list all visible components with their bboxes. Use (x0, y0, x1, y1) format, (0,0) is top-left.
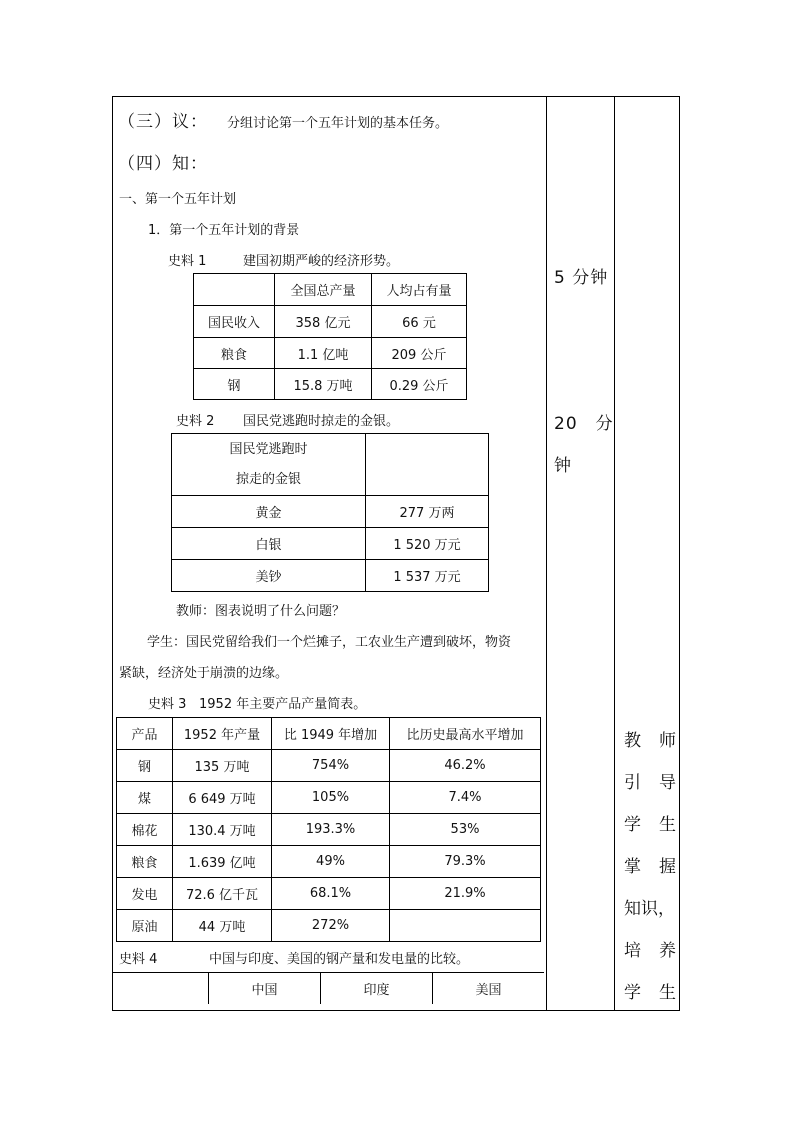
material2-header (172, 434, 366, 496)
table-cell: 209 公斤 (372, 338, 467, 369)
table-cell: 6 649 万吨 (173, 782, 272, 814)
table-cell: 1.639 亿吨 (173, 846, 272, 878)
table-cell: 国民收入 (194, 306, 275, 338)
material4-caption: 中国与印度、美国的钢产量和发电量的比较。 (209, 952, 470, 967)
heading-background: 1．第一个五年计划的背景 (148, 223, 300, 238)
section3-text: 分组讨论第一个五年计划的基本任务。 (227, 116, 449, 131)
table-cell: 53% (390, 814, 541, 846)
material2-label: 史料 2 (176, 414, 215, 429)
material2-header-empty (366, 434, 489, 496)
teacher-question: 教师：图表说明了什么问题？ (176, 604, 346, 619)
student-answer-line1: 学生：国民党留给我们一个烂摊子，工农业生产遭到破坏，物资 (147, 635, 512, 650)
teacher-line: 教 师 (624, 731, 676, 751)
table-cell: 棉花 (117, 814, 173, 846)
section4-heading: （四）知： (118, 154, 208, 174)
material4-table (112, 972, 544, 1004)
table-cell: 193.3% (272, 814, 390, 846)
table-cell: 粮食 (117, 846, 173, 878)
teacher-line: 培 养 (624, 941, 676, 961)
heading-first-five-year-plan: 一、第一个五年计划 (119, 192, 237, 207)
time-5-minutes: 5 分钟 (554, 268, 609, 288)
material3-header-vs1949: 比 1949 年增加 (272, 718, 390, 750)
material4-label: 史料 4 (119, 952, 158, 967)
table-cell: 发电 (117, 878, 173, 910)
material3-header-1952: 1952 年产量 (173, 718, 272, 750)
table-cell: 1 537 万元 (366, 560, 489, 592)
teacher-line: 引 导 (624, 773, 676, 793)
table-cell: 黄金 (172, 496, 366, 528)
table-cell: 46.2% (390, 750, 541, 782)
material1-header-empty (194, 274, 275, 306)
table-cell: 105% (272, 782, 390, 814)
table-cell: 美钞 (172, 560, 366, 592)
material2-table (171, 433, 489, 592)
teacher-guidance-column (624, 720, 676, 1014)
material1-header-percapita: 人均占有量 (372, 274, 467, 306)
material1-header-total: 全国总产量 (275, 274, 372, 306)
table-cell: 272% (272, 910, 390, 942)
material3-header-product: 产品 (117, 718, 173, 750)
teacher-line: 学 生 (624, 815, 676, 835)
table-cell: 15.8 万吨 (275, 369, 372, 400)
material4-header-empty (112, 973, 209, 1004)
material4-header-india: 印度 (321, 973, 433, 1004)
table-cell: 钢 (117, 750, 173, 782)
teacher-line: 学 生 (624, 983, 676, 1003)
table-cell: 72.6 亿千瓦 (173, 878, 272, 910)
teacher-line: 知识， (624, 899, 675, 919)
table-cell: 135 万吨 (173, 750, 272, 782)
table-cell: 钢 (194, 369, 275, 400)
table-cell: 0.29 公斤 (372, 369, 467, 400)
table-cell: 7.4% (390, 782, 541, 814)
table-cell: 煤 (117, 782, 173, 814)
column-divider-1 (546, 96, 547, 1011)
material3-header-vsrecord: 比历史最高水平增加 (390, 718, 541, 750)
table-cell (390, 910, 541, 942)
time-20-minutes-line2: 钟 (554, 456, 572, 476)
table-cell: 754% (272, 750, 390, 782)
material2-caption: 国民党逃跑时掠走的金银。 (243, 414, 400, 429)
time-20-minutes-line1: 20 分 (554, 414, 614, 434)
table-cell: 66 元 (372, 306, 467, 338)
student-answer-line2: 紧缺，经济处于崩溃的边缘。 (119, 666, 289, 681)
table-cell: 粮食 (194, 338, 275, 369)
table-cell: 358 亿元 (275, 306, 372, 338)
table-cell: 49% (272, 846, 390, 878)
material1-caption: 建国初期严峻的经济形势。 (243, 254, 400, 269)
table-cell: 277 万两 (366, 496, 489, 528)
material1-table (193, 273, 467, 400)
section3-heading: （三）议： (118, 112, 208, 132)
material4-header-usa: 美国 (433, 973, 545, 1004)
material3-caption: 1952 年主要产品产量简表。 (199, 697, 367, 712)
material4-header-china: 中国 (209, 973, 321, 1004)
table-cell: 白银 (172, 528, 366, 560)
column-divider-2 (614, 96, 615, 1011)
material2-header-line1: 国民党逃跑时 (229, 441, 308, 457)
table-cell: 1.1 亿吨 (275, 338, 372, 369)
table-cell: 44 万吨 (173, 910, 272, 942)
table-cell: 79.3% (390, 846, 541, 878)
table-cell: 68.1% (272, 878, 390, 910)
table-cell: 21.9% (390, 878, 541, 910)
table-cell: 130.4 万吨 (173, 814, 272, 846)
material2-header-line2: 掠走的金银 (235, 471, 301, 487)
table-cell: 1 520 万元 (366, 528, 489, 560)
table-cell: 原油 (117, 910, 173, 942)
material3-table (116, 717, 541, 942)
material3-label: 史料 3 (148, 697, 187, 712)
teacher-line: 掌 握 (624, 857, 676, 877)
material1-label: 史料 1 (168, 254, 207, 269)
